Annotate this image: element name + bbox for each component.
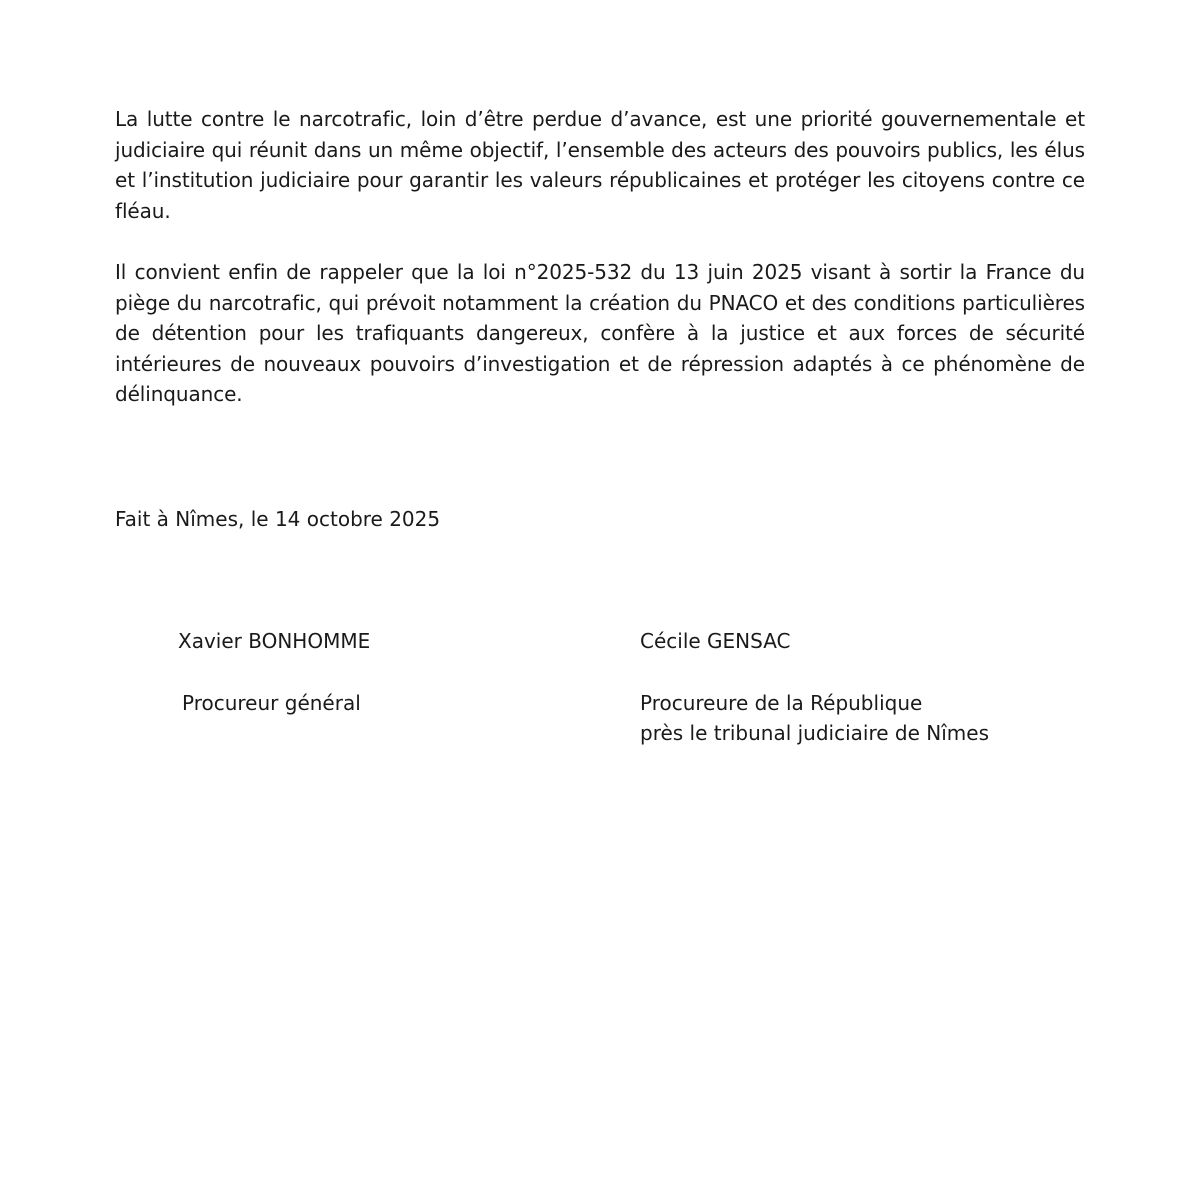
body-paragraph: La lutte contre le narcotrafic, loin d’être perdue d’avance, est une priorité gouvernementale et judiciaire qui réunit dans un même objectif, l’ensemble des acteurs des pouvoirs publics, les élus et l’institution judiciaire pour garantir les valeurs républicaines et protéger les citoyens contre ce fléau. (115, 107, 1085, 223)
place-and-date: Fait à Nîmes, le 14 octobre 2025 (115, 507, 441, 531)
body-paragraph: Il convient enfin de rappeler que la loi n°2025-532 du 13 juin 2025 visant à sortir la France du piège du narcotrafic, qui prévoit notamment la création du PNACO et des conditions particulières de détention pour les trafiquants dangereux, confère à la justice et aux forces de sécurité intérieures de nouveaux pouvoirs d’investigation et de répression adaptés à ce phénomène de délinquance. (115, 260, 1085, 406)
signatory-name: Cécile GENSAC (640, 629, 791, 653)
signatory-title: Procureur général (182, 691, 361, 715)
signatory-name: Xavier BONHOMME (178, 629, 371, 653)
signatory-title-jurisdiction: près le tribunal judiciaire de Nîmes (640, 721, 989, 745)
signatory-title: Procureure de la République (640, 691, 923, 715)
